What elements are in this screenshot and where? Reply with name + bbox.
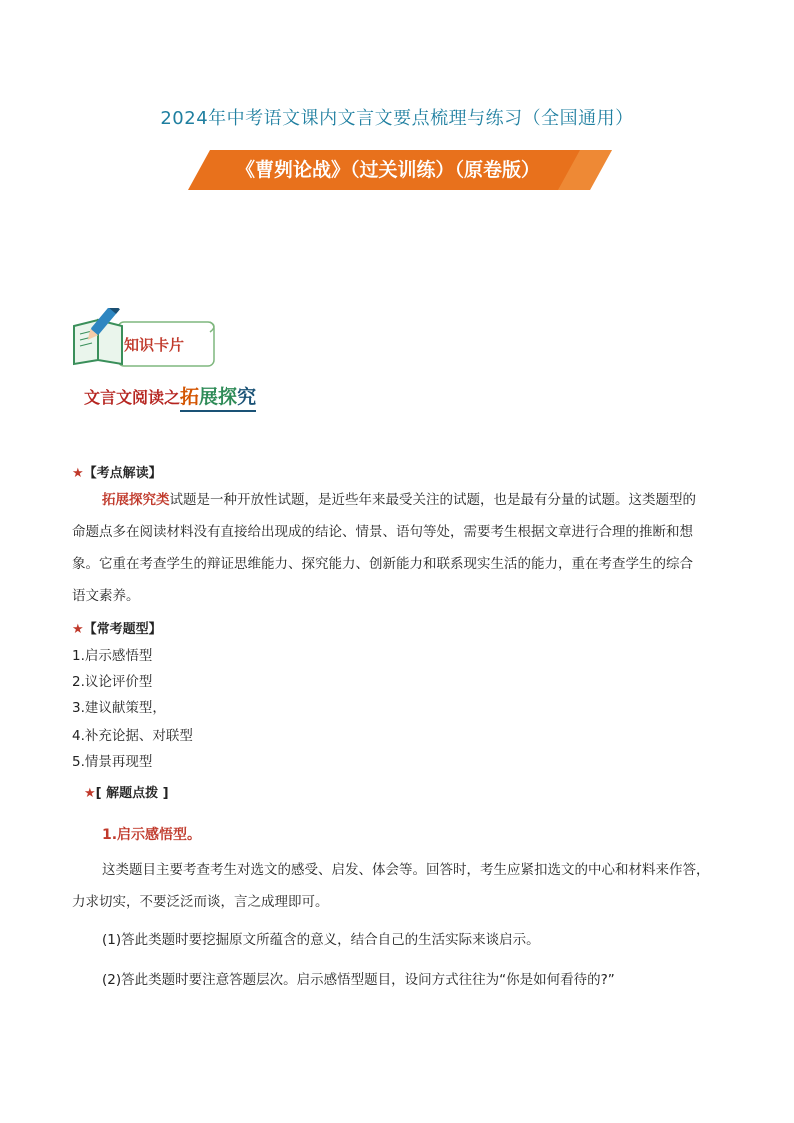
subhead-char-1: 拓 [180,386,200,408]
title-banner [188,150,612,190]
heading-text: [ 解题点拨 ] [95,786,169,801]
star-icon: ★ [72,466,84,481]
subsection-title: 1.启示感悟型。 [102,827,202,843]
document-title: 2024年中考语文课内文言文要点梳理与练习（全国通用） [160,108,634,129]
subhead-char-4: 究 [237,386,257,408]
subhead-highlight [180,382,256,412]
highlight-term: 拓展探究类 [102,492,170,508]
section-heading-kaodian [72,462,162,481]
paragraph-line: 语文素养。 [72,588,140,604]
subhead-char-2: 展 [199,386,219,408]
paragraph-line: (1)答此类题时要挖掘原文所蕴含的意义，结合自己的生活实际来谈启示。 [102,932,540,948]
list-item: 3.建议献策型， [72,700,166,716]
section-heading-changkao [72,618,162,637]
card-label: 知识卡片 [124,336,185,354]
subhead-prefix: 文言文阅读之 [84,388,181,407]
list-item: 2.议论评价型 [72,674,153,690]
paragraph-line: 这类题目主要考查考生对选文的感受、启发、体会等。回答时，考生应紧扣选文的中心和材料来作答， [102,862,710,878]
star-icon: ★ [72,622,84,637]
paragraph-line: (2)答此类题时要注意答题层次。启示感悟型题目，设问方式往往为“你是如何看待的?” [102,972,615,988]
paragraph-line: 象。它重在考查学生的辩证思维能力、探究能力、创新能力和联系现实生活的能力，重在考查学生的综合 [72,556,693,572]
line-text: 试题是一种开放性试题，是近些年来最受关注的试题，也是最有分量的试题。这类题型的 [169,492,696,508]
paragraph-line: 力求切实，不要泛泛而谈，言之成理即可。 [72,894,329,910]
star-icon: ★ [84,786,96,801]
paragraph-line [102,484,696,516]
banner-title: 《曹刿论战》（过关训练）（原卷版） [235,159,540,181]
section-subheading [84,382,256,412]
section-heading-jieti [84,782,169,801]
subhead-char-3: 探 [218,386,238,408]
heading-text: 【常考题型】 [83,622,162,637]
paragraph-line: 命题点多在阅读材料没有直接给出现成的结论、情景、语句等处，需要考生根据文章进行合理的推断和想 [72,524,693,540]
list-item: 5.情景再现型 [72,754,153,770]
list-item: 4.补充论据、对联型 [72,728,193,744]
list-item: 1.启示感悟型 [72,648,153,664]
heading-text: 【考点解读】 [83,466,162,481]
